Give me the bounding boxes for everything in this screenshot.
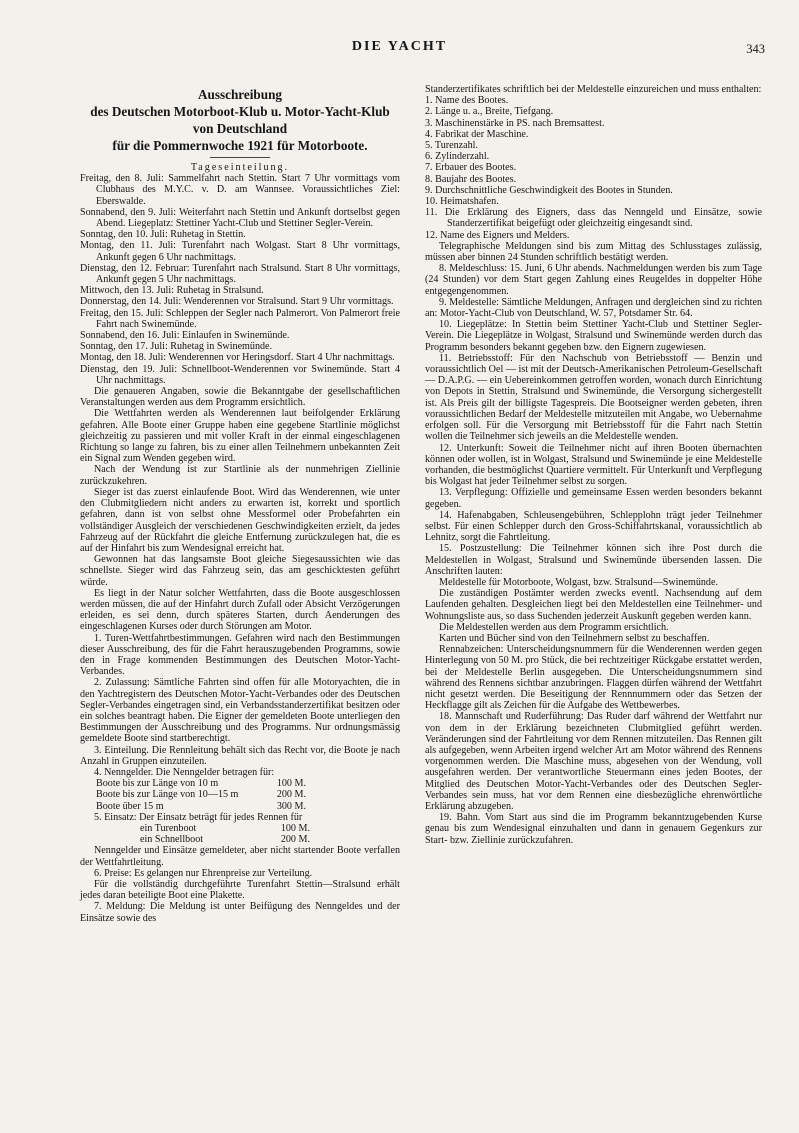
- title-line: Ausschreibung: [197, 87, 283, 102]
- paragraph: Für die vollständig durchgeführte Turenfahrt Stettin—Stralsund erhält jedes daran beteiligte Boot eine Plakette.: [80, 879, 400, 902]
- divider: [210, 157, 270, 158]
- section-rennabzeichen: Rennabzeichen: Unterscheidungsnummern für die Wenderennen werden gegen Hinterlegung von 50 M. pro Stück, die bei rechtzeitiger Rückgabe erstattet werden, bei der Meldestelle Berlin ausgegeben. Die Unterscheidungsnummern sind während des Rennens sichtbar anzubringen. Flaggen dürfen während der Wettfahrt nicht gesetzt werden. Die Beseitigung der Rennnummern oder das Setzen der Heckflagge gilt als Zeichen für die Aufgabe des Wettbewerbes.: [425, 644, 762, 712]
- section-meldeschluss: 8. Meldeschluss: 15. Juni, 6 Uhr abends. Nachmeldungen werden bis zum Tage (24 Stunden) vor dem Start gegen Zahlung eines Reugeldes in doppelter Höhe entgegengenommen.: [425, 263, 762, 297]
- paragraph: Nach der Wendung ist zur Startlinie als der nunmehrigen Ziellinie zurückzukehren.: [80, 464, 400, 487]
- paragraph: Nenngelder und Einsätze gemeldeter, aber nicht startender Boote verfallen der Wettfahrtleitung.: [80, 845, 400, 868]
- section-postzustellung: 15. Postzustellung: Die Teilnehmer können sich ihre Post durch die Meldestellen in Wolgast, Stralsund und Swinemünde übersenden lassen. Die Anschriften lauten:: [425, 543, 762, 577]
- section-preise: 6. Preise: Es gelangen nur Ehrenpreise zur Verteilung.: [94, 867, 313, 879]
- schedule-list: [80, 173, 400, 386]
- schedule-entry: Freitag, den 8. Juli: Sammelfahrt nach Stettin. Start 7 Uhr vormittags vom Clubhaus des M.Y.C. v. D. am Wannsee. Voraussichtliches Ziel: Eberswalde.: [80, 173, 400, 207]
- list-item: 4. Fabrikat der Maschine.: [425, 128, 529, 140]
- schedule-entry: Montag, den 11. Juli: Turenfahrt nach Wolgast. Start 8 Uhr vormittags, Ankunft gegen 6 Uhr nachmittags.: [80, 240, 400, 263]
- section-einsatz: 5. Einsatz: Der Einsatz beträgt für jedes Rennen für: [94, 811, 303, 823]
- schedule-entry: Donnerstag, den 14. Juli: Wenderennen vor Stralsund. Start 9 Uhr vormittags.: [80, 296, 394, 308]
- schedule-entry: Freitag, den 15. Juli: Schleppen der Segler nach Palmerort. Von Palmerort freie Fahrt nach Swinemünde.: [80, 307, 400, 330]
- schedule-entry: Sonnabend, den 9. Juli: Weiterfahrt nach Stettin und Ankunft dortselbst gegen Abend. Liegeplatz: Stettiner Yacht-Club und Stettiner Segler-Verein.: [80, 206, 400, 230]
- entry-requirements-list: [425, 95, 762, 241]
- section-bahn: 19. Bahn. Vom Start aus sind die im Programm bekanntzugebenden Kurse genau bis zum Wendesignal einzuhalten und dann in genauem Gegenkurs zur Start- bzw. Ziellinie zurückzufahren.: [425, 812, 762, 846]
- list-item: 8. Baujahr des Bootes.: [425, 173, 517, 185]
- list-item: 7. Erbauer des Bootes.: [425, 162, 517, 174]
- schedule-entry: Dienstag, den 19. Juli: Schnellboot-Wenderennen vor Swinemünde. Start 4 Uhr nachmittags.: [80, 363, 400, 386]
- fee-label: Boote bis zur Länge von 10—15 m: [96, 789, 239, 801]
- fee-row: [80, 778, 400, 789]
- list-item: 10. Heimatshafen.: [425, 196, 499, 208]
- schedule-entry: Sonntag, den 10. Juli: Ruhetag in Stettin.: [80, 229, 246, 241]
- address-line: Meldestelle für Motorboote, Wolgast, bzw. Stralsund—Swinemünde.: [439, 576, 718, 588]
- paragraph: Die Meldestellen werden aus dem Programm ersichtlich.: [439, 621, 669, 633]
- einsatz-label: ein Turenboot: [140, 822, 197, 834]
- section-zulassung: 2. Zulassung: Sämtliche Fahrten sind offen für alle Motoryachten, die in den Yachtregistern des Deutschen Motor-Yacht-Verbandes oder des Deutschen Segler-Verbandes eingetragen sind, ein Verbandsstanderzertifikat besitzen oder ein solches beantragt haben. Die Eigner der gemeldeten Boote unterliegen den Bestimmungen der Ausschreibung und des Programms. Nur ordnungsmässig gemeldete Boote sind startberechtigt.: [80, 677, 400, 745]
- einsatz-value: 100 M.: [280, 822, 310, 834]
- einsatz-row: [80, 834, 400, 845]
- list-item: 6. Zylinderzahl.: [425, 151, 490, 163]
- fee-value: 200 M.: [276, 789, 306, 801]
- announcement-title: [80, 86, 400, 154]
- section-turen: 1. Turen-Wettfahrtbestimmungen. Gefahren wird nach den Bestimmungen dieser Ausschreibung, des für die Fahrt herauszugebenden Programms, sowie den in Frage kommenden Bestimmungen des Deutschen Motor-Yacht-Verbandes.: [80, 632, 400, 678]
- einsatz-table: [80, 823, 400, 845]
- schedule-entry: Sonntag, den 17. Juli: Ruhetag in Swinemünde.: [80, 341, 273, 353]
- einsatz-value: 200 M.: [280, 834, 310, 846]
- schedule-entry: Sonnabend, den 16. Juli: Einlaufen in Swinemünde.: [80, 330, 290, 342]
- paragraph: Karten und Bücher sind von den Teilnehmern selbst zu beschaffen.: [439, 632, 710, 644]
- fee-row: [80, 801, 400, 812]
- schedule-entry: Montag, den 18. Juli: Wenderennen vor Heringsdorf. Start 4 Uhr nachmittags.: [80, 352, 395, 364]
- fee-row: [80, 789, 400, 800]
- list-item: 12. Name des Eigners und Melders.: [425, 229, 570, 241]
- paragraph: Die genaueren Angaben, sowie die Bekanntgabe der gesellschaftlichen Veranstaltungen werden aus dem Programm ersichtlich.: [80, 386, 400, 409]
- section-einteilung: 3. Einteilung. Die Rennleitung behält sich das Recht vor, die Boote je nach Anzahl in Gruppen einzuteilen.: [80, 744, 400, 767]
- page-number: 343: [746, 42, 765, 56]
- paragraph: Standerzertifikates schriftlich bei der Meldestelle einzureichen und muss enthalten:: [425, 84, 762, 95]
- paragraph: Gewonnen hat das langsamste Boot gleiche Siegesaussichten wie das schnellste. Sieger wird das Fahrzeug sein, das am geschicktesten geführt würde.: [80, 554, 400, 588]
- einsatz-label: ein Schnellboot: [140, 834, 204, 846]
- paragraph: Es liegt in der Natur solcher Wettfahrten, dass die Boote ausgeschlossen werden müssen, die auf der Hinfahrt durch Zufall oder Absicht Verzögerungen erleiden, es sei denn, durch späteres Starten, durch Aenderungen des eingeschlagenen Kurses oder durch Störungen am Motor.: [80, 587, 400, 633]
- fees-table: [80, 778, 400, 812]
- section-verpflegung: 13. Verpflegung: Offizielle und gemeinsame Essen werden besonders bekannt gegeben.: [425, 487, 762, 510]
- schedule-entry: Mittwoch, den 13. Juli: Ruhetag in Stralsund.: [80, 285, 264, 297]
- right-column: [425, 84, 762, 846]
- left-column: [80, 74, 400, 924]
- section-betriebsstoff: 11. Betriebsstoff: Für den Nachschub von Betriebsstoff — Benzin und voraussichtlich Oel — ist mit der Deutsch-Amerikanischen Petroleum-Gesellschaft — D.A.P.G. — ein Uebereinkommen getroffen worden, wonach durch Einrichtung von Depots in Stettin, Stralsund und Swinemünde, die Versorgung sichergestellt ist. Als Preis gilt der billigste Tagespreis. Die Bootseigner werden gebeten, ihren voraussichtlichen Bedarf der Meldestelle mitzuteilen mit Angabe, wo Uebernahme erfolgen soll. Für die Versorgung mit Betriebsstoff für die Fahrt nach Stettin wollen die Teilnehmer sich jeweils an die Meldestelle wenden.: [425, 352, 762, 443]
- section-mannschaft: 18. Mannschaft und Ruderführung: Das Ruder darf während der Wettfahrt nur von dem in der Erklärung bezeichneten Clubmitglied geführt werden. Veränderungen sind der Fahrtleitung vor dem Rennen mitzuteilen. Das Rennen gilt als aufgegeben, wenn Arbeiten irgend welcher Art am Motor während des Rennens vorgenommen werden. Die Maschine muss, abgesehen von der Wendung, voll ausgefahren werden. Der verantwortliche Steuermann eines jeden Bootes, der Mitglied des Deutschen Motor-Yacht-Verbandes oder des Deutschen Segler-Verbandes sein muss, hat vor dem Rennen eine diesbezügliche ehrenwörtliche Erklärung abzugeben.: [425, 711, 762, 812]
- section-meldung: 7. Meldung: Die Meldung ist unter Beifügung des Nenngeldes und der Einsätze sowie des: [80, 901, 400, 924]
- list-item: 11. Die Erklärung des Eigners, dass das Nenngeld und Einsätze, sowie Standerzertifikat beigefügt oder gleichzeitig eingesandt sind.: [425, 207, 762, 230]
- fee-label: Boote bis zur Länge von 10 m: [96, 778, 219, 790]
- fee-label: Boote über 15 m: [96, 800, 164, 812]
- list-item: 2. Länge u. a., Breite, Tiefgang.: [425, 106, 554, 118]
- title-line: des Deutschen Motorboot-Klub u. Motor-Yacht-Klub: [90, 104, 390, 119]
- paragraph: Die zuständigen Postämter werden zwecks eventl. Nachsendung auf dem Laufenden gehalten. Desgleichen liegt bei den Meldestellen eine Teilnehmer- und Wohnungsliste aus, so dass Suchenden jederzeit Auskunft gegeben werden kann.: [425, 588, 762, 622]
- fee-value: 300 M.: [276, 800, 306, 812]
- section-meldestelle: 9. Meldestelle: Sämtliche Meldungen, Anfragen und dergleichen sind zu richten an: Motor-Yacht-Club von Deutschland, W. 57, Potsdamer Str. 64.: [425, 296, 763, 320]
- schedule-heading: Tageseinteilung.: [190, 162, 290, 173]
- schedule-entry: Dienstag, den 12. Februar: Turenfahrt nach Stralsund. Start 8 Uhr vormittags, Ankunft gegen 5 Uhr nachmittags.: [80, 262, 400, 286]
- section-liegeplaetze: 10. Liegeplätze: In Stettin beim Stettiner Yacht-Club und Stettiner Segler-Verein. Die Liegeplätze in Wolgast, Stralsund und Swinemünde werden durch das Programm besonders bekannt gegeben bzw. den Eignern zugewiesen.: [425, 319, 762, 353]
- paragraph: Telegraphische Meldungen sind bis zum Mittag des Schlusstages zulässig, müssen aber binnen 24 Stunden schriftlich bestätigt werden.: [425, 240, 762, 264]
- list-item: 9. Durchschnittliche Geschwindigkeit des Bootes in Stunden.: [425, 184, 673, 196]
- list-item: 1. Name des Bootes.: [425, 95, 509, 107]
- section-unterkunft: 12. Unterkunft: Soweit die Teilnehmer nicht auf ihren Booten übernachten können oder wollen, ist in Wolgast, Stralsund und Swinemünde je eine Meldestelle vorhanden, die bestmöglichst Quartiere vermittelt. Für Unterkunft und Verpflegung bis Wolgast hat jeder Teilnehmer selbst zu sorgen.: [425, 442, 762, 488]
- list-item: 3. Maschinenstärke in PS. nach Bremsattest.: [425, 117, 605, 129]
- title-line: von Deutschland: [192, 121, 288, 136]
- list-item: 5. Turenzahl.: [425, 140, 478, 152]
- paragraph: Die Wettfahrten werden als Wenderennen laut beifolgender Erklärung gefahren. Alle Boote einer Gruppe haben eine gegebene Startlinie möglichst gleichzeitig zu passieren und mit voller Kraft in der einmal eingeschlagenen Richtung so lange zu fahren, bis zu einer allen Teilnehmern unbekannten Zeit ein Signal zum Wenden gegeben wird.: [80, 408, 400, 465]
- title-line: für die Pommernwoche 1921 für Motorboote.: [112, 138, 368, 153]
- section-nenngelder: 4. Nenngelder. Die Nenngelder betragen für:: [94, 766, 275, 778]
- fee-value: 100 M.: [276, 778, 306, 790]
- paragraph: Sieger ist das zuerst einlaufende Boot. Wird das Wenderennen, wie unter den Clubmitgliedern nicht anders zu erwarten ist, korrekt und sportlich gefahren, dann ist von selbst ohne Messformel oder Probefahrten ein vollständiger Ausgleich der verschiedenen Geschwindigkeiten erzielt, da jedes Fahrzeug auf der Rückfahrt die gleiche Entfernung zurückzulegen hat, die es auf der Hinfahrt bis zum Wendesignal erreicht hat.: [80, 486, 400, 554]
- section-hafenabgaben: 14. Hafenabgaben, Schleusengebühren, Schlepplohn trägt jeder Teilnehmer selbst. Für einen Schlepper durch den Gross-Schiffahrtskanal, voraussichtlich ab Lehnitz, sorgt die Fahrtleitung.: [425, 509, 762, 544]
- running-header: DIE YACHT: [351, 39, 448, 54]
- einsatz-row: [80, 823, 400, 834]
